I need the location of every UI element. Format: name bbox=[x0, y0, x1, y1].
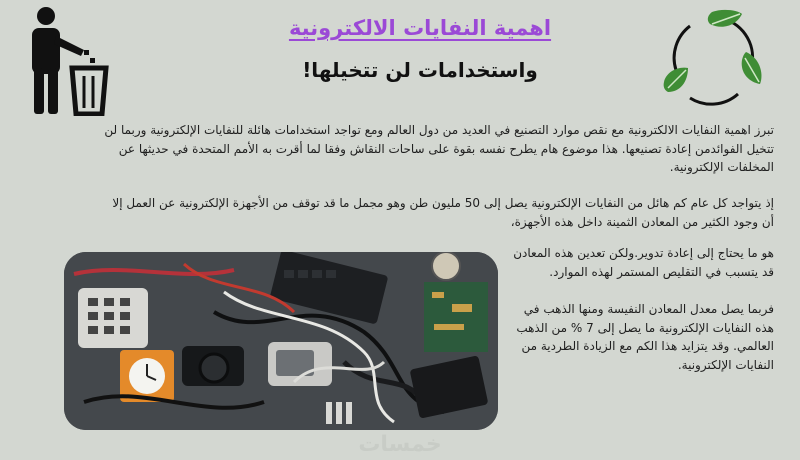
recycle-leaves-icon bbox=[650, 6, 770, 108]
person-trash-icon bbox=[26, 6, 110, 116]
e-waste-photo bbox=[64, 252, 498, 430]
paragraph-quantity: إذ يتواجد كل عام كم هائل من النفايات الإلكترونية يصل إلى 50 مليون طن وهو مجمل ما قد توقف من الأجهزة الإلكترونية عن العمل إلا أن وجود الكثير من المعادن الثمينة داخل هذه الأجهزة، bbox=[112, 196, 774, 229]
watermark: خمسات bbox=[358, 432, 442, 457]
paragraph-intro: تبرز اهمية النفايات الالكترونية مع نقص موارد التصنيع في العديد من دول العالم ومع تواجد استخدامات هائلة للنفايات الإلكترونية وربما لن تتخيل الفوائدمن إعادة تصنيعها. هذا موضوع هام يطرح نفسه بقوة على ساحات النقاش وفقا لما أقرت به الأمم المتحدة في حديثها عن المخلفات الإلكترونية. bbox=[104, 123, 774, 174]
page-title: اهمية النفايات الالكترونية bbox=[288, 16, 552, 40]
paragraph-gold: فربما يصل معدل المعادن النفيسة ومنها الذهب في هذه النفايات الإلكترونية ما يصل إلى 7 % من الذهب العالمي. وقد يتزايد هذا الكم مع الزيادة الطردية من النفايات الإلكترونية. bbox=[516, 302, 774, 372]
paragraph-recycling: هو ما يحتاج إلى إعادة تدوير.ولكن تعدين هذه المعادن قد يتسبب في التقليص المستمر لهذه الموارد. bbox=[513, 246, 774, 279]
page-subtitle: واستخدامات لن تتخيلها! bbox=[302, 58, 538, 82]
